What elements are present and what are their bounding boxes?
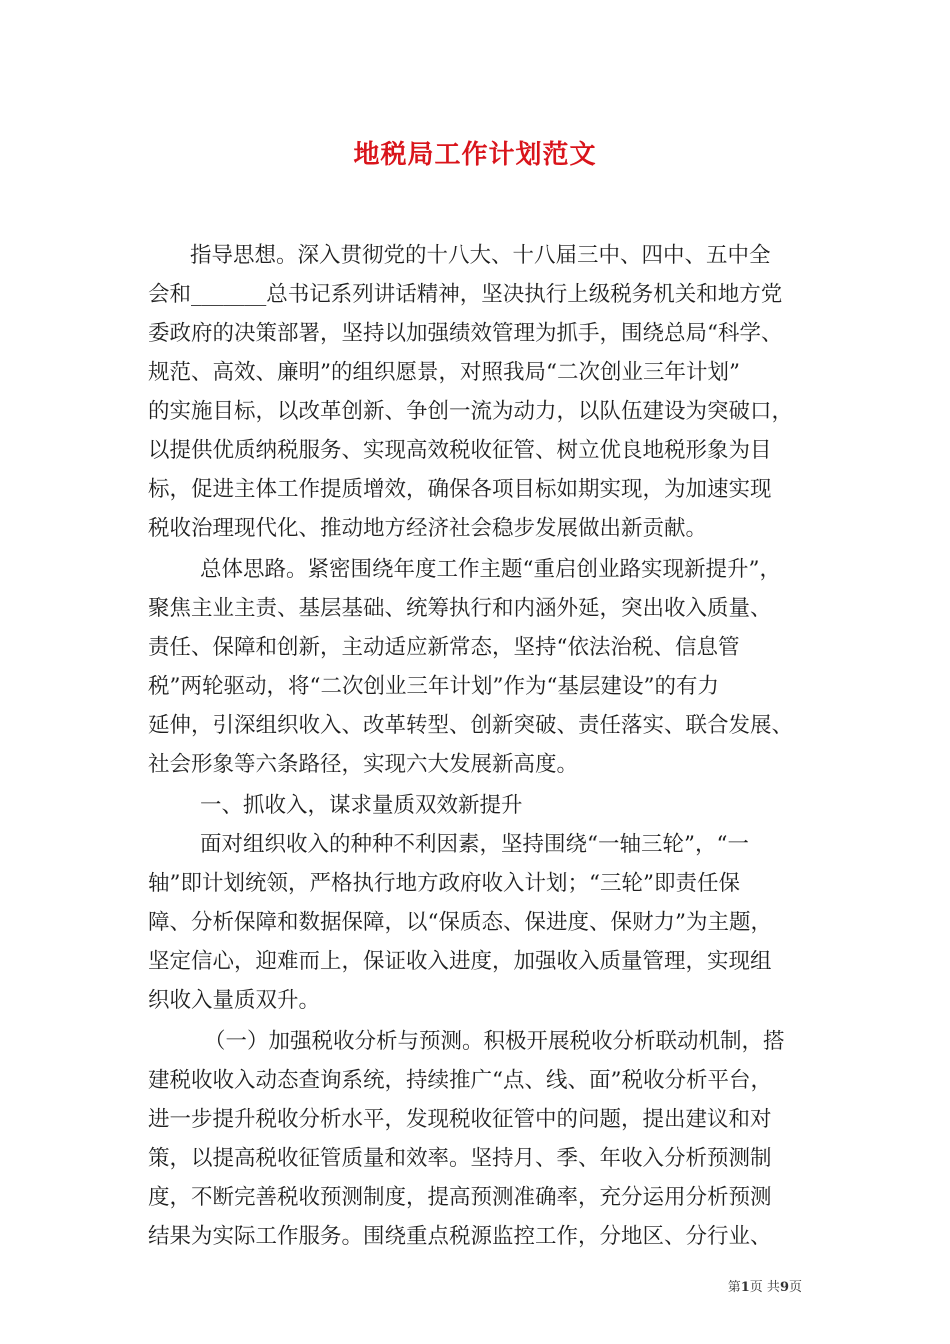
body-line: 进一步提升税收分析水平，发现税收征管中的问题，提出建议和对 (148, 1107, 772, 1132)
footer-suffix: 页 (788, 1280, 802, 1295)
body-line: 社会形象等六条路径，实现六大发展新高度。 (148, 752, 579, 777)
document-title: 地税局工作计划范文 (353, 140, 597, 170)
body-line: 坚定信心，迎难而上，保证收入进度，加强收入质量管理，实现组 (148, 949, 772, 974)
body-line: 总体思路。紧密围绕年度工作主题“重启创业路实现新提升”， (200, 557, 781, 582)
body-line: 税”两轮驱动，将“二次创业三年计划”作为“基层建设”的有力 (148, 674, 719, 699)
body-line: 委政府的决策部署，坚持以加强绩效管理为抓手，围绕总局“科学、 (148, 321, 783, 346)
body-line: 的实施目标，以改革创新、争创一流为动力，以队伍建设为突破口， (148, 399, 794, 424)
body-line: 障、分析保障和数据保障，以“保质态、保进度、保财力”为主题， (148, 910, 772, 935)
body-line: 度，不断完善税收预测制度，提高预测准确率，充分运用分析预测 (148, 1185, 772, 1210)
page-footer (728, 1276, 802, 1295)
body-line: 建税收收入动态查询系统，持续推广“点、线、面”税收分析平台， (148, 1068, 772, 1093)
body-line: （一）加强税收分析与预测。积极开展税收分析联动机制，搭 (204, 1029, 785, 1054)
body-line: 指导思想。深入贯彻党的十八大、十八届三中、四中、五中全 (190, 243, 771, 268)
body-line: 延伸，引深组织收入、改革转型、创新突破、责任落实、联合发展、 (148, 713, 794, 738)
body-line: 以提供优质纳税服务、实现高效税收征管、树立优良地税形象为目 (148, 438, 772, 463)
body-line: 标，促进主体工作提质增效，确保各项目标如期实现，为加速实现 (148, 477, 772, 502)
body-line: 轴”即计划统领，严格执行地方政府收入计划；“三轮”即责任保 (148, 871, 740, 896)
current-page-number: 1 (740, 1280, 750, 1295)
body-line: 结果为实际工作服务。围绕重点税源监控工作，分地区、分行业、 (148, 1224, 772, 1249)
body-line: 策，以提高税收征管质量和效率。坚持月、季、年收入分析预测制 (148, 1146, 772, 1171)
footer-prefix: 第 (727, 1280, 741, 1295)
footer-middle: 页 共 (749, 1280, 780, 1295)
total-pages-number: 9 (779, 1280, 789, 1295)
body-line: 聚焦主业主责、基层基础、统筹执行和内涵外延，突出收入质量、 (148, 596, 772, 621)
body-line: 规范、高效、廉明”的组织愿景，对照我局“二次创业三年计划” (148, 360, 740, 385)
section-heading: 一、抓收入，谋求量质双效新提升 (200, 793, 523, 818)
body-line: 织收入量质双升。 (148, 988, 321, 1013)
body-line: 责任、保障和创新，主动适应新常态，坚持“依法治税、信息管 (148, 635, 740, 660)
body-line: 税收治理现代化、推动地方经济社会稳步发展做出新贡献。 (148, 516, 708, 541)
body-line: 面对组织收入的种种不利因素，坚持围绕“一轴三轮”，“一 (200, 832, 749, 857)
body-line: 会和_______总书记系列讲话精神，坚决执行上级税务机关和地方党 (148, 282, 783, 307)
